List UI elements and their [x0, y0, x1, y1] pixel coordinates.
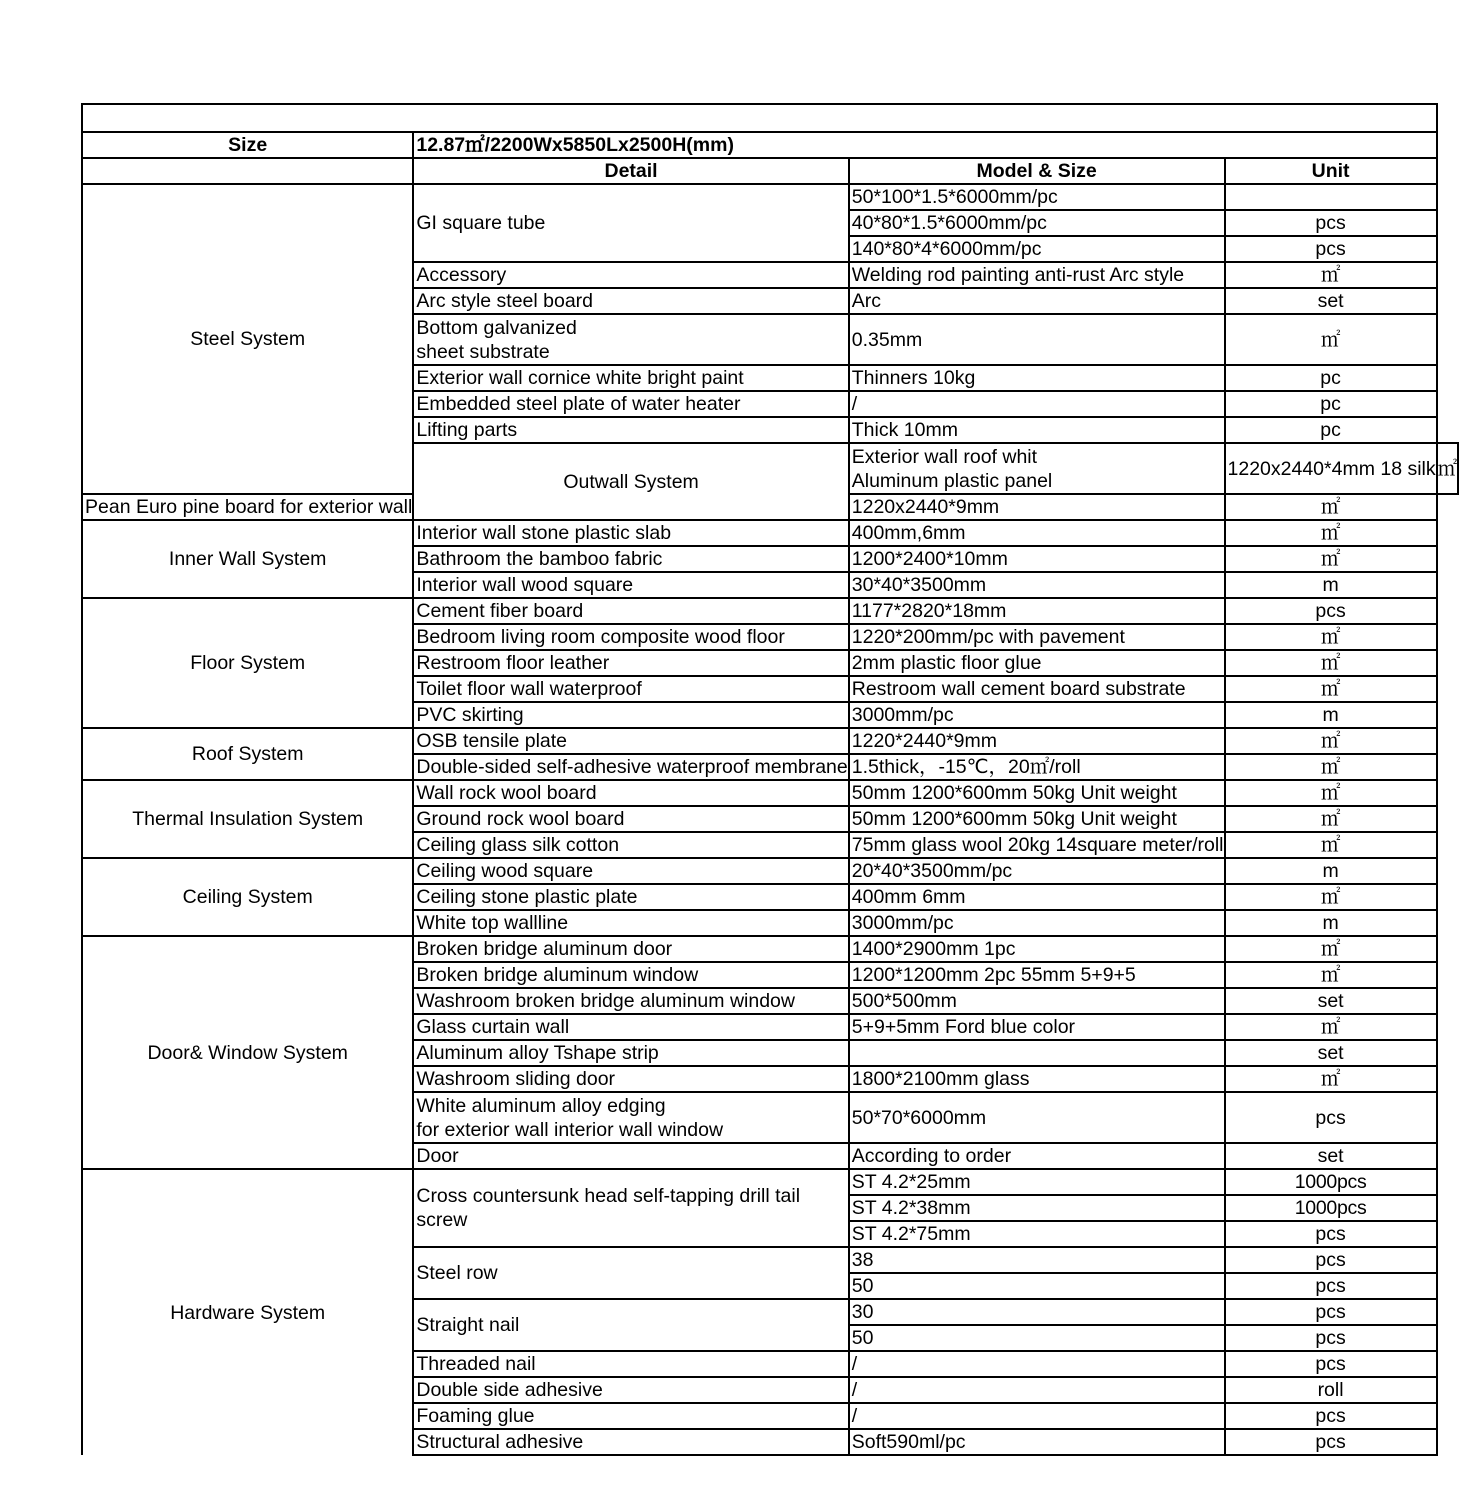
table-row	[82, 728, 1458, 754]
unit-cell: m	[1225, 858, 1437, 884]
detail-cell: Embedded steel plate of water heater	[413, 391, 848, 417]
model-cell: 2mm plastic floor glue	[849, 650, 1225, 676]
model-cell: 20*40*3500mm/pc	[849, 858, 1225, 884]
model-cell: According to order	[849, 1143, 1225, 1169]
model-cell: Thick 10mm	[849, 417, 1225, 443]
table-row	[82, 184, 1458, 210]
system-inner-wall: Inner Wall System	[82, 520, 413, 598]
table-row	[82, 780, 1458, 806]
model-cell: 50*70*6000mm	[849, 1092, 1225, 1143]
model-cell: 75mm glass wool 20kg 14square meter/roll	[849, 832, 1225, 858]
unit-cell: m	[1225, 702, 1437, 728]
model-cell: 40*80*1.5*6000mm/pc	[849, 210, 1225, 236]
model-cell: 50	[849, 1325, 1225, 1351]
detail-cell: Exterior wall roof whit Aluminum plastic panel	[849, 443, 1225, 494]
blank-title-cell	[82, 104, 1437, 132]
model-cell: 50mm 1200*600mm 50kg Unit weight	[849, 806, 1225, 832]
unit-cell: m	[1225, 910, 1437, 936]
unit-cell: ㎡	[1225, 780, 1437, 806]
model-cell: Welding rod painting anti-rust Arc style	[849, 262, 1225, 288]
model-cell: 3000mm/pc	[849, 910, 1225, 936]
detail-cell: Washroom broken bridge aluminum window	[413, 988, 848, 1014]
model-cell: ST 4.2*75mm	[849, 1221, 1225, 1247]
detail-cell: Steel row	[413, 1247, 848, 1299]
model-cell: /	[849, 1351, 1225, 1377]
model-cell: 30*40*3500mm	[849, 572, 1225, 598]
model-cell: /	[849, 391, 1225, 417]
detail-cell: Interior wall wood square	[413, 572, 848, 598]
unit-cell: ㎡	[1225, 494, 1437, 520]
detail-cell: Exterior wall cornice white bright paint	[413, 365, 848, 391]
unit-cell: pcs	[1225, 598, 1437, 624]
detail-cell: Foaming glue	[413, 1403, 848, 1429]
detail-cell: Double-sided self-adhesive waterproof membrane	[413, 754, 848, 780]
model-cell: Restroom wall cement board substrate	[849, 676, 1225, 702]
unit-cell: pcs	[1225, 1221, 1437, 1247]
model-header: Model & Size	[849, 158, 1225, 184]
unit-cell: pcs	[1225, 1092, 1437, 1143]
unit-cell: pc	[1225, 365, 1437, 391]
spec-table	[81, 103, 1459, 1456]
unit-cell: ㎡	[1225, 806, 1437, 832]
model-cell: 38	[849, 1247, 1225, 1273]
unit-cell: ㎡	[1225, 1014, 1437, 1040]
model-cell: 500*500mm	[849, 988, 1225, 1014]
model-cell: ST 4.2*25mm	[849, 1169, 1225, 1195]
table-row	[82, 936, 1458, 962]
detail-cell: White top wallline	[413, 910, 848, 936]
detail-cell: Aluminum alloy Tshape strip	[413, 1040, 848, 1066]
detail-cell: Broken bridge aluminum door	[413, 936, 848, 962]
model-cell: 1200*2400*10mm	[849, 546, 1225, 572]
unit-cell: m	[1225, 572, 1437, 598]
model-cell: 400mm 6mm	[849, 884, 1225, 910]
model-cell: 1177*2820*18mm	[849, 598, 1225, 624]
unit-cell: ㎡	[1225, 832, 1437, 858]
model-cell: Arc	[849, 288, 1225, 314]
unit-cell: pc	[1225, 391, 1437, 417]
unit-cell: pcs	[1225, 1247, 1437, 1273]
model-cell: /	[849, 1377, 1225, 1403]
unit-cell: set	[1225, 288, 1437, 314]
unit-cell: ㎡	[1225, 754, 1437, 780]
detail-cell: Glass curtain wall	[413, 1014, 848, 1040]
unit-header: Unit	[1225, 158, 1437, 184]
detail-cell: Bottom galvanized sheet substrate	[413, 314, 848, 365]
detail-cell: PVC skirting	[413, 702, 848, 728]
system-outwall: Outwall System	[413, 443, 848, 520]
table-row	[82, 598, 1458, 624]
detail-cell: Door	[413, 1143, 848, 1169]
detail-cell: OSB tensile plate	[413, 728, 848, 754]
model-cell: 50	[849, 1273, 1225, 1299]
model-cell: 1200*1200mm 2pc 55mm 5+9+5	[849, 962, 1225, 988]
detail-cell: Structural adhesive	[413, 1429, 848, 1455]
model-cell: 50*100*1.5*6000mm/pc	[849, 184, 1225, 210]
model-cell: 3000mm/pc	[849, 702, 1225, 728]
model-cell: 140*80*4*6000mm/pc	[849, 236, 1225, 262]
detail-cell: Double side adhesive	[413, 1377, 848, 1403]
column-header-row	[82, 158, 1458, 184]
detail-cell: Toilet floor wall waterproof	[413, 676, 848, 702]
detail-cell: Cement fiber board	[413, 598, 848, 624]
detail-cell: Threaded nail	[413, 1351, 848, 1377]
system-thermal: Thermal Insulation System	[82, 780, 413, 858]
unit-cell: pcs	[1225, 1403, 1437, 1429]
unit-cell: set	[1225, 1040, 1437, 1066]
unit-cell: ㎡	[1225, 650, 1437, 676]
detail-cell: Lifting parts	[413, 417, 848, 443]
detail-cell: Washroom sliding door	[413, 1066, 848, 1092]
system-ceiling: Ceiling System	[82, 858, 413, 936]
detail-header: Detail	[413, 158, 848, 184]
unit-cell: pcs	[1225, 1273, 1437, 1299]
unit-cell: pcs	[1225, 236, 1437, 262]
unit-cell: ㎡	[1437, 443, 1459, 494]
model-cell: 1800*2100mm glass	[849, 1066, 1225, 1092]
model-cell: 50mm 1200*600mm 50kg Unit weight	[849, 780, 1225, 806]
table-row	[82, 1169, 1458, 1195]
detail-cell: Interior wall stone plastic slab	[413, 520, 848, 546]
system-hardware: Hardware System	[82, 1169, 413, 1455]
detail-cell: Accessory	[413, 262, 848, 288]
unit-cell: ㎡	[1225, 676, 1437, 702]
blank-header-cell	[82, 158, 413, 184]
unit-cell	[1225, 184, 1437, 210]
unit-cell: ㎡	[1225, 314, 1437, 365]
unit-cell: 1000pcs	[1225, 1169, 1437, 1195]
detail-cell: Arc style steel board	[413, 288, 848, 314]
detail-cell: Bedroom living room composite wood floor	[413, 624, 848, 650]
detail-cell: Straight nail	[413, 1299, 848, 1351]
detail-cell: Wall rock wool board	[413, 780, 848, 806]
size-value: 12.87㎡/2200Wx5850Lx2500H(mm)	[413, 132, 1436, 158]
unit-cell: pc	[1225, 417, 1437, 443]
unit-cell: ㎡	[1225, 520, 1437, 546]
model-cell: 1220*200mm/pc with pavement	[849, 624, 1225, 650]
unit-cell: ㎡	[1225, 546, 1437, 572]
model-cell: 1220x2440*4mm 18 silk	[1225, 443, 1437, 494]
unit-cell: set	[1225, 988, 1437, 1014]
detail-cell: White aluminum alloy edging for exterior wall interior wall window	[413, 1092, 848, 1143]
table-row	[82, 520, 1458, 546]
unit-cell: pcs	[1225, 1429, 1437, 1455]
unit-cell: pcs	[1225, 210, 1437, 236]
detail-cell: Pean Euro pine board for exterior wall	[82, 494, 413, 520]
unit-cell: pcs	[1225, 1351, 1437, 1377]
detail-cell: Bathroom the bamboo fabric	[413, 546, 848, 572]
size-row	[82, 132, 1458, 158]
spec-sheet	[81, 103, 1459, 1456]
unit-cell: ㎡	[1225, 962, 1437, 988]
model-cell: 0.35mm	[849, 314, 1225, 365]
unit-cell: ㎡	[1225, 936, 1437, 962]
model-cell: 400mm,6mm	[849, 520, 1225, 546]
unit-cell: 1000pcs	[1225, 1195, 1437, 1221]
unit-cell: ㎡	[1225, 1066, 1437, 1092]
unit-cell: roll	[1225, 1377, 1437, 1403]
model-cell: 1220*2440*9mm	[849, 728, 1225, 754]
detail-cell: Cross countersunk head self-tapping drill tail screw	[413, 1169, 848, 1247]
unit-cell: pcs	[1225, 1299, 1437, 1325]
size-label: Size	[82, 132, 413, 158]
model-cell: Soft590ml/pc	[849, 1429, 1225, 1455]
unit-cell: pcs	[1225, 1325, 1437, 1351]
model-cell: 1400*2900mm 1pc	[849, 936, 1225, 962]
system-floor: Floor System	[82, 598, 413, 728]
detail-cell: Ground rock wool board	[413, 806, 848, 832]
unit-cell: set	[1225, 1143, 1437, 1169]
model-cell: /	[849, 1403, 1225, 1429]
detail-cell: GI square tube	[413, 184, 848, 262]
title-row	[82, 104, 1458, 132]
table-row	[82, 858, 1458, 884]
model-cell: ST 4.2*38mm	[849, 1195, 1225, 1221]
unit-cell: ㎡	[1225, 884, 1437, 910]
unit-cell: ㎡	[1225, 262, 1437, 288]
model-cell: 30	[849, 1299, 1225, 1325]
system-door-window: Door& Window System	[82, 936, 413, 1169]
unit-cell: ㎡	[1225, 728, 1437, 754]
system-steel: Steel System	[82, 184, 413, 494]
detail-cell: Ceiling wood square	[413, 858, 848, 884]
system-roof: Roof System	[82, 728, 413, 780]
model-cell: 1.5thick，-15℃，20㎡/roll	[849, 754, 1225, 780]
model-cell: Thinners 10kg	[849, 365, 1225, 391]
detail-cell: Broken bridge aluminum window	[413, 962, 848, 988]
detail-cell: Restroom floor leather	[413, 650, 848, 676]
model-cell: 1220x2440*9mm	[849, 494, 1225, 520]
model-cell	[849, 1040, 1225, 1066]
detail-cell: Ceiling glass silk cotton	[413, 832, 848, 858]
unit-cell: ㎡	[1225, 624, 1437, 650]
model-cell: 5+9+5mm Ford blue color	[849, 1014, 1225, 1040]
detail-cell: Ceiling stone plastic plate	[413, 884, 848, 910]
